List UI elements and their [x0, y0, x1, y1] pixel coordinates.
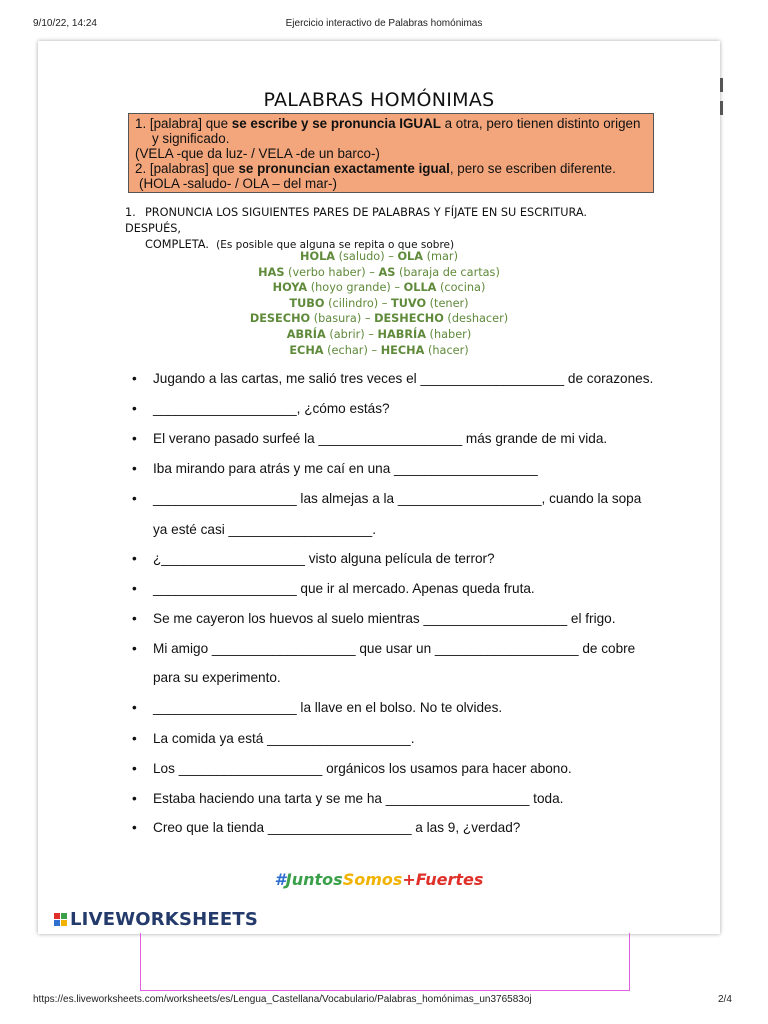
definition-line-3: (VELA -que da luz- / VELA -de un barco-)	[135, 146, 380, 161]
instruction	[125, 205, 645, 253]
hashtag-part: Fuertes	[415, 870, 484, 889]
logo-grid-icon	[54, 913, 67, 926]
exercise-item: • La comida ya está ___________________.	[132, 731, 415, 746]
bullet-icon: •	[132, 581, 137, 596]
word-pairs	[38, 249, 720, 358]
print-datetime: 9/10/22, 14:24	[33, 18, 97, 29]
print-page-title: Ejercicio interactivo de Palabras homónimas	[285, 18, 483, 29]
bullet-icon: •	[132, 700, 137, 715]
def-1-prefix: 1. [palabra] que	[135, 116, 232, 131]
bullet-icon: •	[132, 431, 137, 446]
exercise-item: • ___________________ que ir al mercado. Apenas queda fruta.	[132, 581, 535, 596]
print-url: https://es.liveworksheets.com/worksheets/es/Lengua_Castellana/Vocabulario/Palabras_homónimas_un376583oj	[33, 994, 532, 1005]
exercise-item: • ___________________ la llave en el bolso. No te olvides.	[132, 700, 503, 715]
exercise-item: • Se me cayeron los huevos al suelo mientras ___________________ el frigo.	[132, 611, 616, 626]
word-pair: ABRÍA (abrir) – HABRÍA (haber)	[286, 327, 472, 341]
bullet-icon: •	[132, 820, 137, 835]
word-pair: DESECHO (basura) – DESHECHO (deshacer)	[249, 312, 509, 326]
word-pair: ECHA (echar) – HECHA (hacer)	[289, 343, 469, 357]
logo-text: LIVEWORKSHEETS	[70, 909, 259, 930]
exercise-item: • Iba mirando para atrás y me caí en una ___________________	[132, 461, 538, 476]
hashtag-part: Juntos	[285, 870, 343, 889]
exercise-continuation[interactable]: ya esté casi ___________________.	[153, 522, 376, 537]
exercise-item: • ¿___________________ visto alguna película de terror?	[132, 551, 495, 566]
edge-mark	[720, 101, 723, 115]
bullet-icon: •	[132, 461, 137, 476]
bullet-icon: •	[132, 611, 137, 626]
bullet-icon: •	[132, 761, 137, 776]
edge-mark	[720, 78, 723, 92]
exercise-continuation: para su experimento.	[153, 670, 281, 685]
definition-line-5: (HOLA -saludo- / OLA – del mar-)	[139, 176, 337, 191]
definition-line-1	[135, 116, 647, 131]
bullet-icon: •	[132, 731, 137, 746]
exercise-item: • ___________________, ¿cómo estás?	[132, 401, 390, 416]
def-1-suffix: a otra, pero tienen distinto origen	[440, 116, 641, 131]
exercise-item: • Jugando a las cartas, me salió tres veces el ___________________ de corazones.	[132, 371, 654, 386]
bullet-icon: •	[132, 491, 137, 506]
bullet-icon: •	[132, 371, 137, 386]
bullet-icon: •	[132, 401, 137, 416]
hashtag-part: +	[402, 870, 416, 889]
hashtag-banner	[38, 870, 720, 889]
def-4-bold: se pronuncian exactamente igual	[238, 161, 450, 176]
hashtag-part: Somos	[342, 870, 403, 889]
def-4-prefix: 2. [palabras] que	[135, 161, 239, 176]
print-page-number: 2/4	[718, 994, 732, 1005]
word-pair: HAS (verbo haber) – AS (baraja de cartas)	[258, 265, 500, 279]
exercise-item: • ___________________ las almejas a la ___________________, cuando la sopa	[132, 491, 642, 506]
exercise-item: • Los ___________________ orgánicos los usamos para hacer abono.	[132, 761, 572, 776]
definition-box	[128, 113, 654, 193]
input-overlay-box	[140, 933, 630, 991]
exercise-item: • Mi amigo ___________________ que usar un ___________________ de cobre	[132, 641, 636, 656]
worksheet-title: PALABRAS HOMÓNIMAS	[263, 89, 495, 111]
bullet-icon: •	[132, 641, 137, 656]
worksheet-page	[38, 41, 720, 934]
bullet-icon: •	[132, 551, 137, 566]
word-pair: HOYA (hoyo grande) – OLLA (cocina)	[272, 281, 486, 295]
definition-line-4	[135, 161, 647, 176]
exercise-item: • Creo que la tienda ___________________ a las 9, ¿verdad?	[132, 820, 521, 835]
def-4-suffix: , pero se escriben diferente.	[449, 161, 616, 176]
hashtag-part: #	[274, 870, 286, 889]
instruction-line-2: COMPLETA.	[145, 238, 209, 251]
bullet-icon: •	[132, 791, 137, 806]
liveworksheets-logo[interactable]	[54, 909, 258, 930]
exercise-item: • El verano pasado surfeé la ___________________ más grande de mi vida.	[132, 431, 608, 446]
word-pair: HOLA (saludo) – OLA (mar)	[300, 250, 458, 263]
instruction-line-1: PRONUNCIA LOS SIGUIENTES PARES DE PALABRAS Y FÍJATE EN SU ESCRITURA. DESPUÉS,	[125, 206, 587, 235]
word-pair: TUBO (cilindro) – TUVO (tener)	[289, 296, 469, 310]
definition-line-2: y significado.	[152, 131, 230, 146]
exercise-item: • Estaba haciendo una tarta y se me ha ___________________ toda.	[132, 791, 564, 806]
instruction-note: (Es posible que alguna se repita o que sobre)	[216, 239, 455, 251]
def-1-bold: se escribe y se pronuncia IGUAL	[231, 116, 441, 131]
instruction-number: 1.	[125, 206, 136, 219]
